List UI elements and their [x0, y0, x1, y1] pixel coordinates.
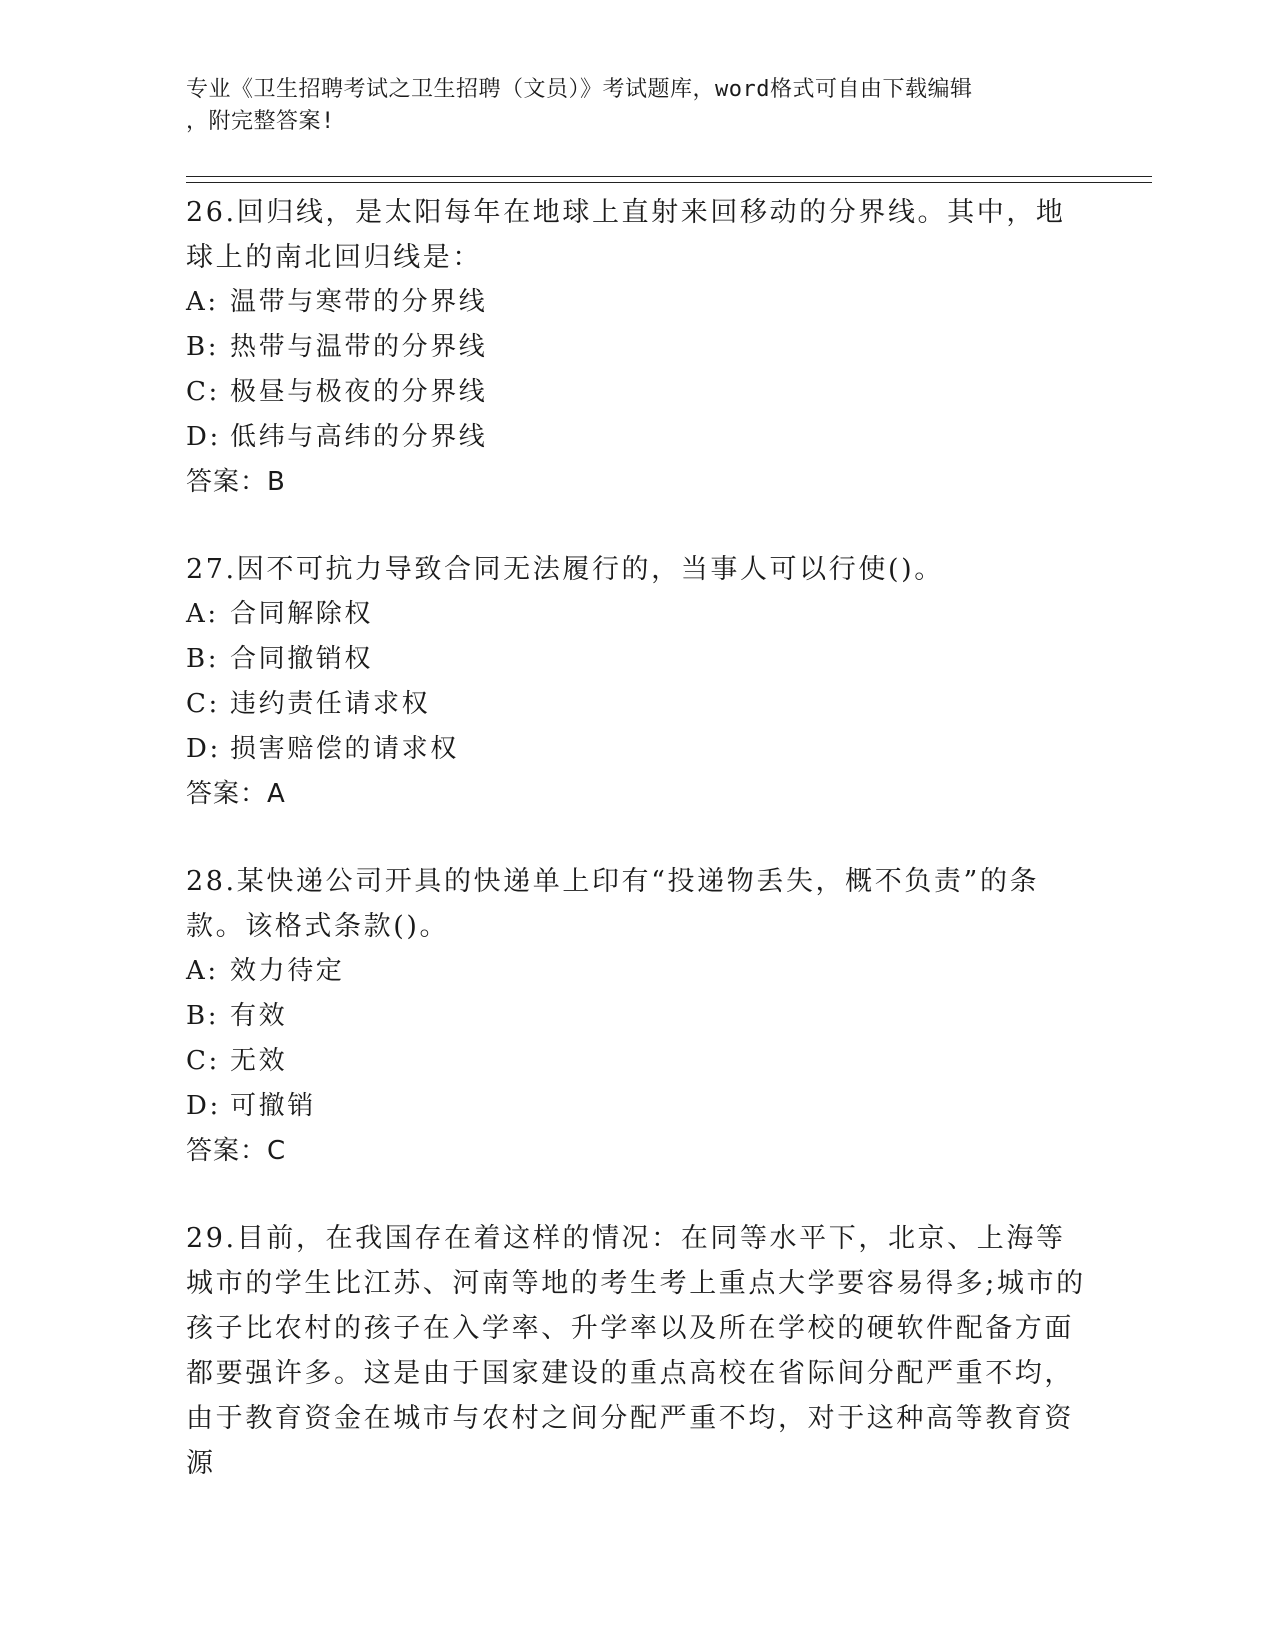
option-text: 低纬与高纬的分界线 — [230, 422, 488, 452]
option-text: 有效 — [230, 1001, 288, 1031]
option-text: 效力待定 — [230, 956, 345, 986]
option-letter: D: — [186, 1091, 221, 1121]
option-letter: C: — [186, 689, 220, 719]
header-divider-bottom — [186, 182, 1152, 183]
option-c — [186, 370, 1086, 415]
question-29 — [186, 1216, 1086, 1486]
option-letter: C: — [186, 377, 220, 407]
option-a — [186, 592, 1086, 637]
option-letter: A: — [186, 599, 219, 629]
option-text: 可撤销 — [230, 1091, 316, 1121]
option-text: 温带与寒带的分界线 — [230, 287, 488, 317]
option-text: 合同撤销权 — [230, 644, 374, 674]
question-text: 29.目前，在我国存在着这样的情况：在同等水平下，北京、上海等城市的学生比江苏、河南等地的考生考上重点大学要容易得多;城市的孩子比农村的孩子在入学率、升学率以及所在学校的硬软件配备方面都要强许多。这是由于国家建设的重点高校在省际间分配严重不均，由于教育资金在城市与农村之间分配严重不均，对于这种高等教育资源 — [186, 1223, 1086, 1479]
option-text: 合同解除权 — [230, 599, 374, 629]
option-text: 极昼与极夜的分界线 — [230, 377, 488, 407]
option-text: 损害赔偿的请求权 — [230, 734, 459, 764]
option-letter: D: — [186, 734, 221, 764]
header-divider-top — [186, 176, 1152, 177]
option-a — [186, 949, 1086, 994]
option-d — [186, 415, 1086, 460]
option-b — [186, 637, 1086, 682]
answer-line: 答案：B — [186, 467, 286, 497]
option-text: 无效 — [230, 1046, 288, 1076]
question-27 — [186, 547, 1086, 817]
question-28 — [186, 859, 1086, 1174]
option-a — [186, 280, 1086, 325]
option-letter: C: — [186, 1046, 220, 1076]
option-text: 违约责任请求权 — [230, 689, 431, 719]
question-text: 27.因不可抗力导致合同无法履行的，当事人可以行使()。 — [186, 554, 944, 585]
option-b — [186, 994, 1086, 1039]
answer-line: 答案：A — [186, 779, 286, 809]
option-b — [186, 325, 1086, 370]
question-text: 28.某快递公司开具的快递单上印有“投递物丢失，概不负责”的条款。该格式条款()。 — [186, 866, 1040, 942]
option-d — [186, 1084, 1086, 1129]
document-header — [186, 74, 1066, 138]
header-line-2: ，附完整答案! — [186, 109, 335, 134]
answer-line: 答案：C — [186, 1136, 287, 1166]
option-c — [186, 682, 1086, 727]
option-letter: A: — [186, 956, 219, 986]
option-letter: A: — [186, 287, 219, 317]
option-c — [186, 1039, 1086, 1084]
header-line-1: 专业《卫生招聘考试之卫生招聘（文员）》考试题库，word格式可自由下载编辑 — [186, 77, 973, 102]
option-letter: B: — [186, 1001, 220, 1031]
option-text: 热带与温带的分界线 — [230, 332, 488, 362]
option-letter: B: — [186, 644, 220, 674]
question-list — [186, 190, 1086, 1528]
question-26 — [186, 190, 1086, 505]
option-d — [186, 727, 1086, 772]
question-text: 26.回归线，是太阳每年在地球上直射来回移动的分界线。其中，地球上的南北回归线是： — [186, 197, 1066, 273]
option-letter: B: — [186, 332, 220, 362]
option-letter: D: — [186, 422, 221, 452]
